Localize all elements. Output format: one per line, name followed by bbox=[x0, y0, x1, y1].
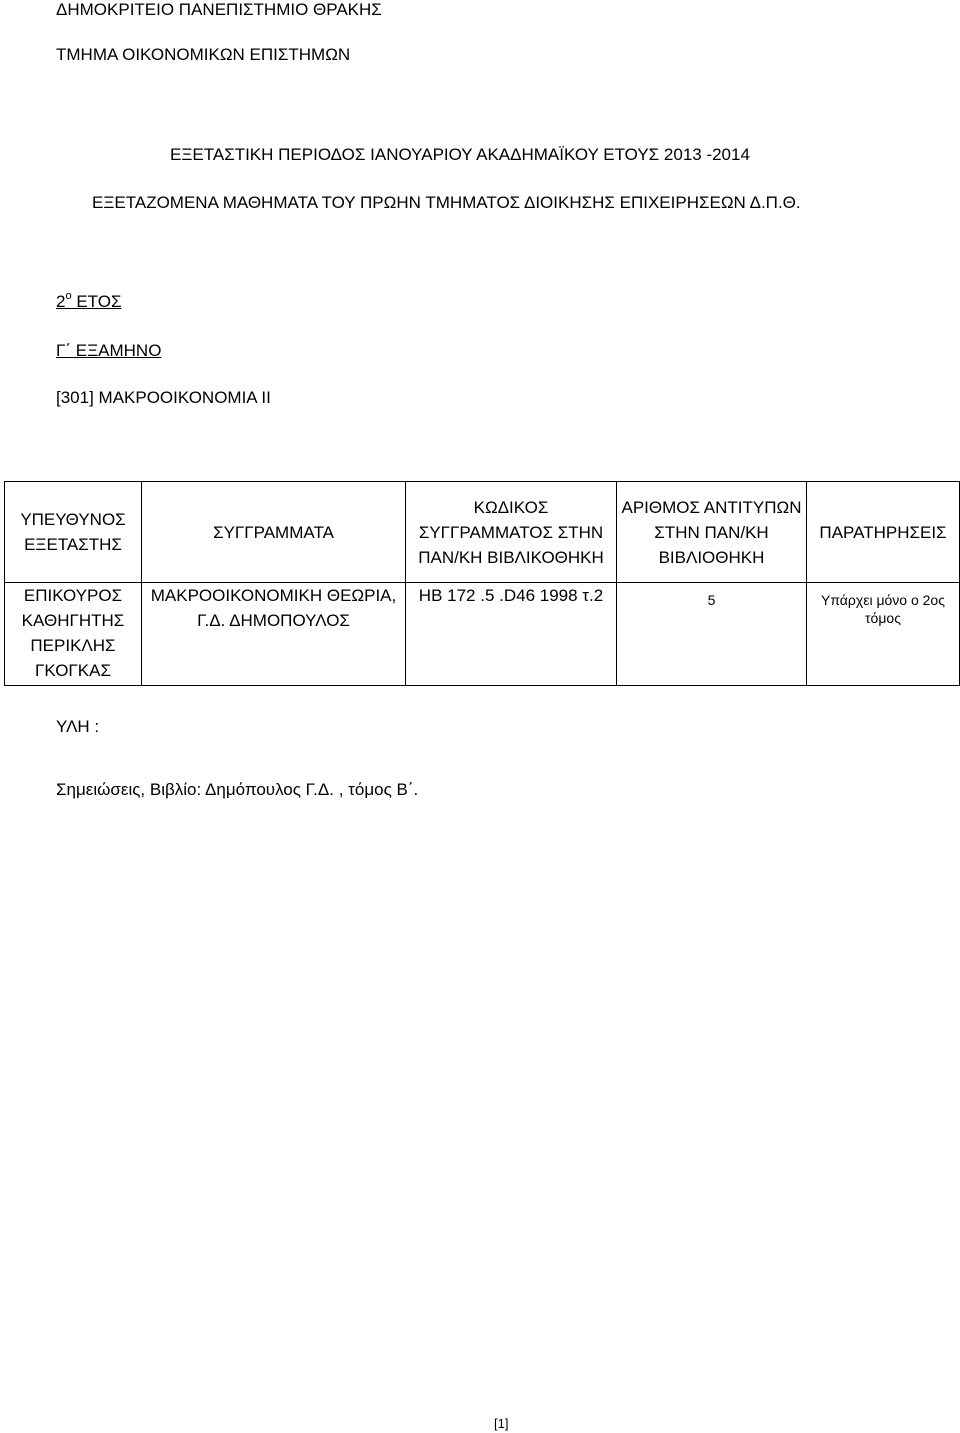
cell-textbook: ΜΑΚΡΟΟΙΚΟΝΟΜΙΚΗ ΘΕΩΡΙΑ, Γ.Δ. ΔΗΜΟΠΟΥΛΟΣ bbox=[142, 583, 406, 686]
header-examiner: ΥΠΕΥΘΥΝΟΣ ΕΞΕΤΑΣΤΗΣ bbox=[5, 482, 142, 583]
exam-period-title: ΕΞΕΤΑΣΤΙΚΗ ΠΕΡΙΟΔΟΣ ΙΑΝΟΥΑΡΙΟΥ ΑΚΑΔΗΜΑΪΚΟΥ ΕΤΟΥΣ 2013 -2014 bbox=[170, 145, 750, 164]
semester-heading: Γ΄ ΕΞΑΜΗΝΟ bbox=[56, 341, 162, 360]
year-label: ΕΤΟΣ bbox=[76, 292, 122, 311]
cell-code: HB 172 .5 .D46 1998 τ.2 bbox=[406, 583, 617, 686]
material-label: ΥΛΗ : bbox=[56, 717, 100, 736]
course-title: [301] ΜΑΚΡΟΟΙΚΟΝΟΜΙΑ ΙΙ bbox=[56, 388, 271, 407]
material-content: Σημειώσεις, Βιβλίο: Δημόπουλος Γ.Δ. , τόμος Β΄. bbox=[56, 780, 419, 799]
header-textbooks: ΣΥΓΓΡΑΜΜΑΤΑ bbox=[142, 482, 406, 583]
table-row bbox=[5, 583, 960, 686]
department-title: ΤΜΗΜΑ ΟΙΚΟΝΟΜΙΚΩΝ ΕΠΙΣΤΗΜΩΝ bbox=[56, 45, 351, 64]
year-sup: ο bbox=[65, 290, 72, 303]
header-remarks: ΠΑΡΑΤΗΡΗΣΕΙΣ bbox=[807, 482, 960, 583]
university-title: ΔΗΜΟΚΡΙΤΕΙΟ ΠΑΝΕΠΙΣΤΗΜΙΟ ΘΡΑΚΗΣ bbox=[56, 0, 382, 19]
year-number: 2 bbox=[56, 292, 66, 311]
cell-examiner: ΕΠΙΚΟΥΡΟΣ ΚΑΘΗΓΗΤΗΣ ΠΕΡΙΚΛΗΣ ΓΚΟΓΚΑΣ bbox=[5, 583, 142, 686]
cell-remarks: Υπάρχει μόνο ο 2ος τόμος bbox=[807, 583, 960, 686]
page-marker: [1] bbox=[494, 1416, 509, 1431]
course-table bbox=[4, 481, 960, 686]
year-heading bbox=[56, 292, 121, 312]
header-code: ΚΩΔΙΚΟΣ ΣΥΓΓΡΑΜΜΑΤΟΣ ΣΤΗΝ ΠΑΝ/ΚΗ ΒΙΒΛΙΚΟΘΗΚΗ bbox=[406, 482, 617, 583]
cell-copies: 5 bbox=[617, 583, 807, 686]
subjects-title: ΕΞΕΤΑΖΟΜΕΝΑ ΜΑΘΗΜΑΤΑ ΤΟΥ ΠΡΩΗΝ ΤΜΗΜΑΤΟΣ ΔΙΟΙΚΗΣΗΣ ΕΠΙΧΕΙΡΗΣΕΩΝ Δ.Π.Θ. bbox=[92, 193, 801, 212]
header-copies: ΑΡΙΘΜΟΣ ΑΝΤΙΤΥΠΩΝ ΣΤΗΝ ΠΑΝ/ΚΗ ΒΙΒΛΙΟΘΗΚΗ bbox=[617, 482, 807, 583]
table-header-row bbox=[5, 482, 960, 583]
